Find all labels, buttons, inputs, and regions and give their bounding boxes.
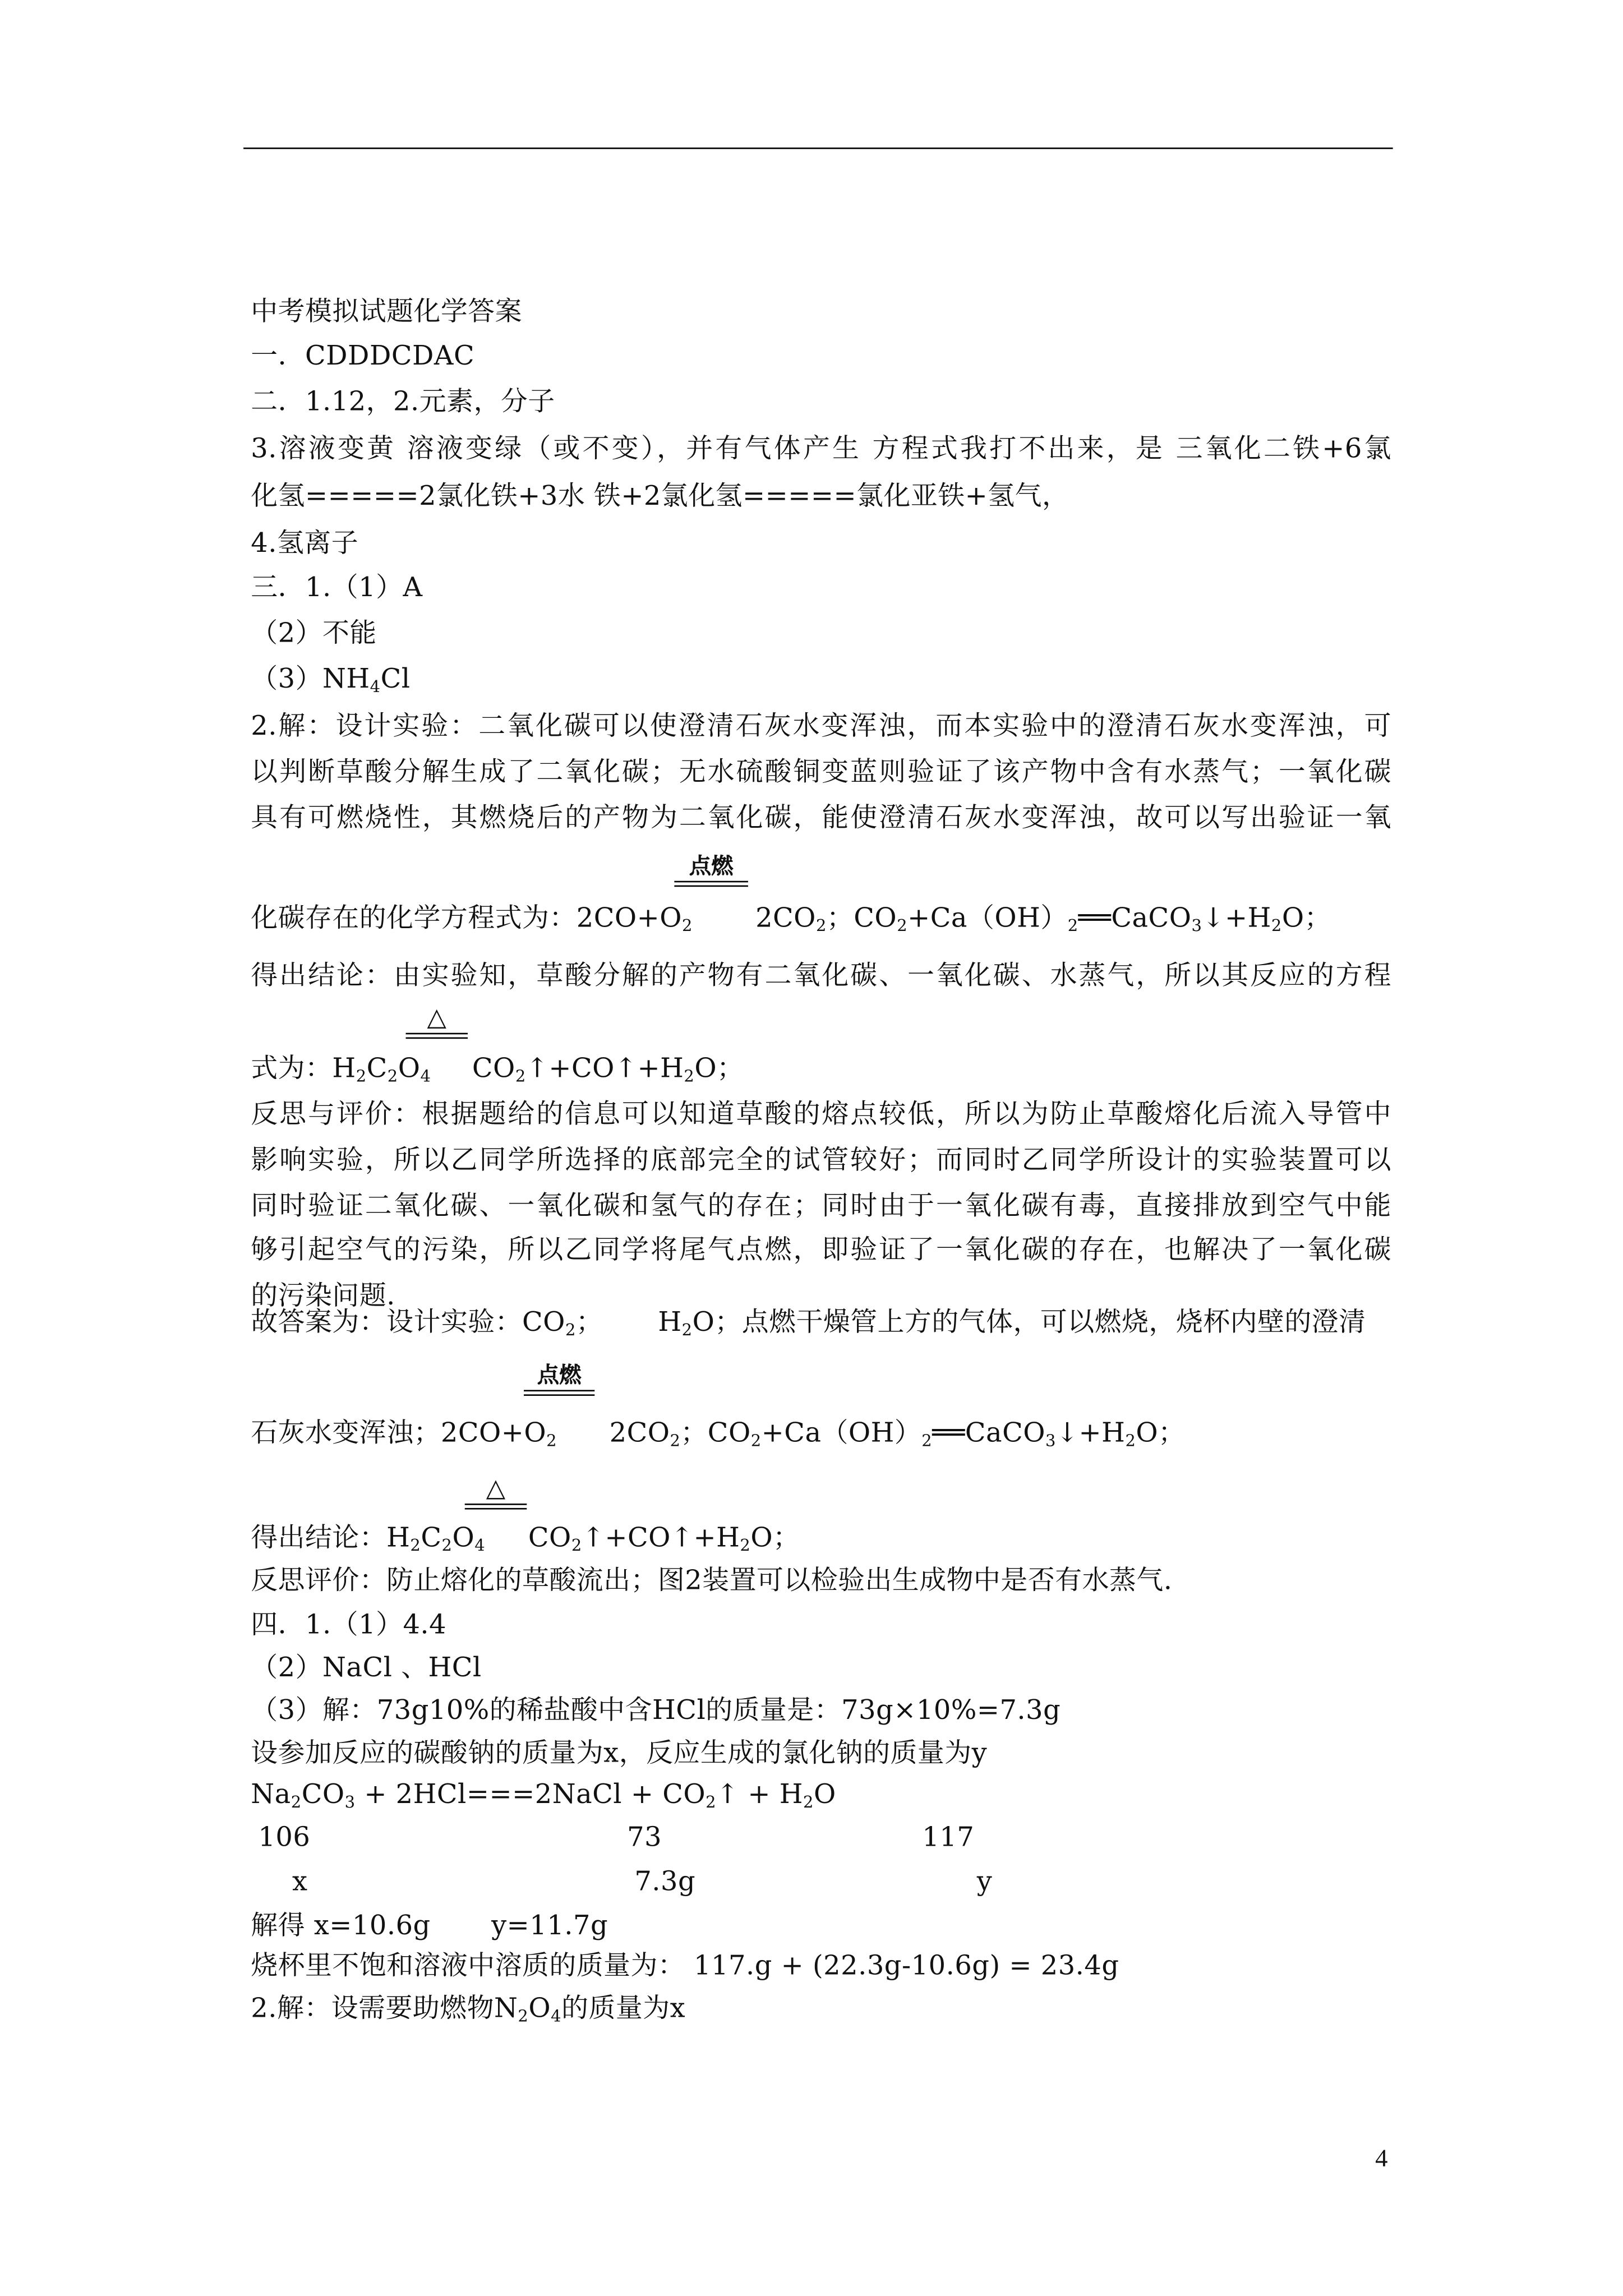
text-segment: 2.解：设计实验：二氧化碳可以使澄清石灰水变浑浊，而本实验中的澄清石灰水变浑浊，可 (251, 711, 1392, 743)
text-segment: 得出结论：由实验知，草酸分解的产物有二氧化碳、一氧化碳、水蒸气，所以其反应的方程 (251, 960, 1392, 992)
subscript: 4 (420, 1067, 431, 1086)
text-segment: 反思与评价：根据题给的信息可以知道草酸的熔点较低，所以为防止草酸熔化后流入导管中 (251, 1099, 1392, 1131)
text-segment: （3）NH (251, 663, 370, 695)
page-number: 4 (1375, 2143, 1388, 2172)
text-line (528, 1522, 800, 1557)
text-line (251, 959, 1391, 994)
subscript: 2 (518, 2007, 529, 2026)
text-segment: 二．1.12，2.元素，分子 (251, 386, 555, 418)
text-segment: 一．CDDDCDAC (251, 340, 475, 372)
subscript: 2 (1067, 916, 1078, 936)
text-segment: 设参加反应的碳酸钠的质量为x，反应生成的氯化钠的质量为y (251, 1738, 988, 1769)
subscript: 2 (1125, 1431, 1136, 1451)
text-segment: ； (575, 1307, 603, 1339)
text-line (251, 339, 474, 375)
text-line (251, 432, 1391, 468)
text-line (658, 1306, 1366, 1341)
text-line (251, 527, 358, 562)
text-line (251, 755, 1391, 791)
text-line (251, 1190, 1391, 1225)
heat-triangle-icon: △ (486, 1474, 506, 1504)
text-segment: 够引起空气的污染，所以乙同学将尾气点燃，即验证了一氧化碳的存在，也解决了一氧化碳 (251, 1235, 1392, 1266)
text-line (610, 1417, 1186, 1452)
subscript: 2 (706, 1792, 717, 1812)
subscript: 2 (1271, 916, 1282, 936)
text-segment: CO (472, 1053, 515, 1085)
text-segment: （3）解：73g10%的稀盐酸中含HCl的质量是：73g×10%=7.3g (251, 1695, 1061, 1727)
text-segment: ══CaCO (932, 1418, 1045, 1449)
text-segment: O； (1281, 903, 1332, 934)
subscript: 4 (474, 1536, 486, 1556)
text-segment: 三．1.（1）A (251, 572, 423, 604)
text-segment: O； (1136, 1418, 1186, 1449)
text-segment: 2.解：设需要助燃物N (251, 1993, 518, 2025)
text-segment: y=11.7g (491, 1911, 608, 1942)
text-segment: O； (750, 1523, 800, 1554)
text-line (251, 385, 555, 421)
text-segment: O (528, 1993, 551, 2025)
text-line (634, 1865, 695, 1901)
text-segment: 四．1.（1）4.4 (251, 1610, 447, 1641)
subscript: 2 (291, 1792, 302, 1812)
text-line (251, 1608, 446, 1644)
text-segment: O (813, 1779, 836, 1811)
text-line (251, 710, 1391, 745)
text-line (251, 1992, 685, 2027)
text-line (251, 1417, 557, 1452)
text-segment: H (658, 1307, 682, 1339)
subscript: 2 (571, 1536, 582, 1556)
text-segment: 117 (922, 1822, 975, 1854)
text-line (292, 1865, 308, 1901)
text-line (251, 801, 1391, 837)
subscript: 2 (684, 1067, 695, 1086)
text-segment: 2CO (755, 903, 816, 934)
subscript: 2 (356, 1067, 367, 1086)
ignite-condition-2 (524, 1362, 594, 1396)
subscript: 2 (410, 1536, 421, 1556)
text-line (251, 1651, 482, 1686)
subscript: 2 (681, 1320, 693, 1340)
header-rule (243, 147, 1393, 149)
text-segment: 同时验证二氧化碳、一氧化碳和氢气的存在；同时由于一氧化碳有毒，直接排放到空气中能 (251, 1191, 1392, 1222)
text-line (251, 1778, 836, 1813)
text-segment: 化碳存在的化学方程式为：2CO+O (251, 903, 683, 934)
text-line (251, 571, 422, 606)
subscript: 4 (370, 677, 381, 697)
subscript: 2 (682, 916, 693, 936)
text-segment: 的质量为x (561, 1993, 686, 2025)
subscript: 2 (515, 1067, 526, 1086)
subscript: 3 (344, 1792, 356, 1812)
text-segment: ↓+H (1055, 1418, 1126, 1449)
text-line (251, 1306, 603, 1341)
text-segment: C (366, 1053, 388, 1085)
text-line (251, 295, 522, 330)
text-line (922, 1821, 974, 1856)
text-line (251, 1144, 1391, 1179)
text-segment: 106 (258, 1822, 311, 1854)
subscript: 2 (750, 1431, 762, 1451)
text-segment: y (976, 1866, 993, 1898)
text-segment: 2CO (609, 1418, 670, 1449)
heat-condition-2 (465, 1476, 527, 1510)
text-line (251, 1949, 1119, 1985)
text-line (251, 662, 410, 698)
text-segment: 式为：H (251, 1053, 356, 1085)
text-segment: 石灰水变浑浊；2CO+O (251, 1418, 547, 1449)
text-segment: 4.氢离子 (251, 528, 359, 560)
text-segment: 得出结论：H (251, 1523, 411, 1554)
text-segment: ↑+CO↑+H (582, 1523, 740, 1554)
text-line (251, 1910, 430, 1945)
text-segment: ；CO (680, 1418, 751, 1449)
text-line (491, 1910, 608, 1945)
heat-condition-1 (406, 1005, 468, 1039)
subscript: 2 (670, 1431, 681, 1451)
text-line (472, 1052, 744, 1087)
text-segment: 73 (627, 1822, 662, 1854)
text-segment: 具有可燃烧性，其燃烧后的产物为二氧化碳，能使澄清石灰水变浑浊，故可以写出验证一氧 (251, 803, 1392, 834)
text-segment: ↑+CO↑+H (525, 1053, 684, 1085)
text-segment: 3.溶液变黄 溶液变绿（或不变），并有气体产生 方程式我打不出来，是 三氧化二铁+6氯 (251, 434, 1392, 465)
text-segment: O； (694, 1053, 744, 1085)
text-line (251, 617, 376, 652)
subscript: 4 (551, 2007, 562, 2026)
text-line (251, 480, 1069, 515)
subscript: 2 (441, 1536, 453, 1556)
text-segment: ↓+H (1202, 903, 1271, 934)
text-segment: + 2HCl===2NaCl + CO (355, 1779, 706, 1811)
text-segment: ↑ + H (716, 1779, 804, 1811)
heat-triangle-icon: △ (427, 1003, 446, 1033)
text-segment: O (398, 1053, 421, 1085)
text-segment: ══CaCO (1078, 903, 1192, 934)
text-line (251, 1694, 1061, 1729)
text-segment: CO (528, 1523, 571, 1554)
text-segment: x (292, 1866, 308, 1898)
text-segment: Cl (380, 663, 411, 695)
text-line (251, 1737, 987, 1772)
text-segment: 反思评价：防止熔化的草酸流出；图2装置可以检验出生成物中是否有水蒸气. (251, 1565, 1173, 1597)
text-line (251, 1234, 1391, 1269)
text-segment: ；CO (826, 903, 897, 934)
text-line (251, 1098, 1391, 1133)
text-segment: （2）NaCl 、HCl (251, 1652, 482, 1684)
subscript: 3 (1191, 916, 1202, 936)
ignite-label: 点燃 (537, 1362, 582, 1389)
text-segment: O；点燃干燥管上方的气体，可以燃烧，烧杯内壁的澄清 (692, 1307, 1366, 1339)
text-line (977, 1865, 993, 1901)
ignite-condition-1 (674, 853, 748, 887)
text-segment: Na (251, 1779, 291, 1811)
text-segment: 故答案为：设计实验：CO (251, 1307, 565, 1339)
text-line (251, 1564, 1172, 1599)
subscript: 2 (565, 1320, 576, 1340)
subscript: 2 (546, 1431, 557, 1451)
text-segment: 以判断草酸分解生成了二氧化碳；无水硫酸铜变蓝则验证了该产物中含有水蒸气；一氧化碳 (251, 757, 1392, 788)
subscript: 2 (740, 1536, 751, 1556)
text-line (755, 902, 1331, 937)
text-segment: O (452, 1523, 475, 1554)
ignite-label: 点燃 (689, 852, 734, 880)
text-segment: 影响实验，所以乙同学所选择的底部完全的试管较好；而同时乙同学所设计的实验装置可以 (251, 1145, 1392, 1176)
text-line (627, 1821, 662, 1856)
subscript: 2 (803, 1792, 814, 1812)
subscript: 2 (815, 916, 827, 936)
text-line (251, 1052, 431, 1087)
text-segment: （2）不能 (251, 618, 377, 649)
subscript: 2 (897, 916, 908, 936)
text-segment: 解得 x=10.6g (251, 1911, 431, 1942)
text-segment: CO (301, 1779, 345, 1811)
text-segment: +Ca（OH） (907, 903, 1068, 934)
text-segment: 7.3g (634, 1866, 696, 1898)
text-segment: +Ca（OH） (761, 1418, 922, 1449)
text-segment: 中考模拟试题化学答案 (251, 296, 523, 328)
subscript: 3 (1045, 1431, 1056, 1451)
text-line (258, 1821, 310, 1856)
text-segment: 烧杯里不饱和溶液中溶质的质量为： 117.g + (22.3g-10.6g) = 23.4g (251, 1951, 1119, 1982)
text-line (251, 1522, 485, 1557)
text-line (251, 902, 693, 937)
text-segment: 的污染问题. (251, 1280, 395, 1312)
text-segment: C (421, 1523, 442, 1554)
subscript: 2 (921, 1431, 933, 1451)
text-segment: 化氢=====2氯化铁+3水 铁+2氯化氢=====氯化亚铁+氢气， (251, 481, 1069, 512)
subscript: 2 (387, 1067, 398, 1086)
